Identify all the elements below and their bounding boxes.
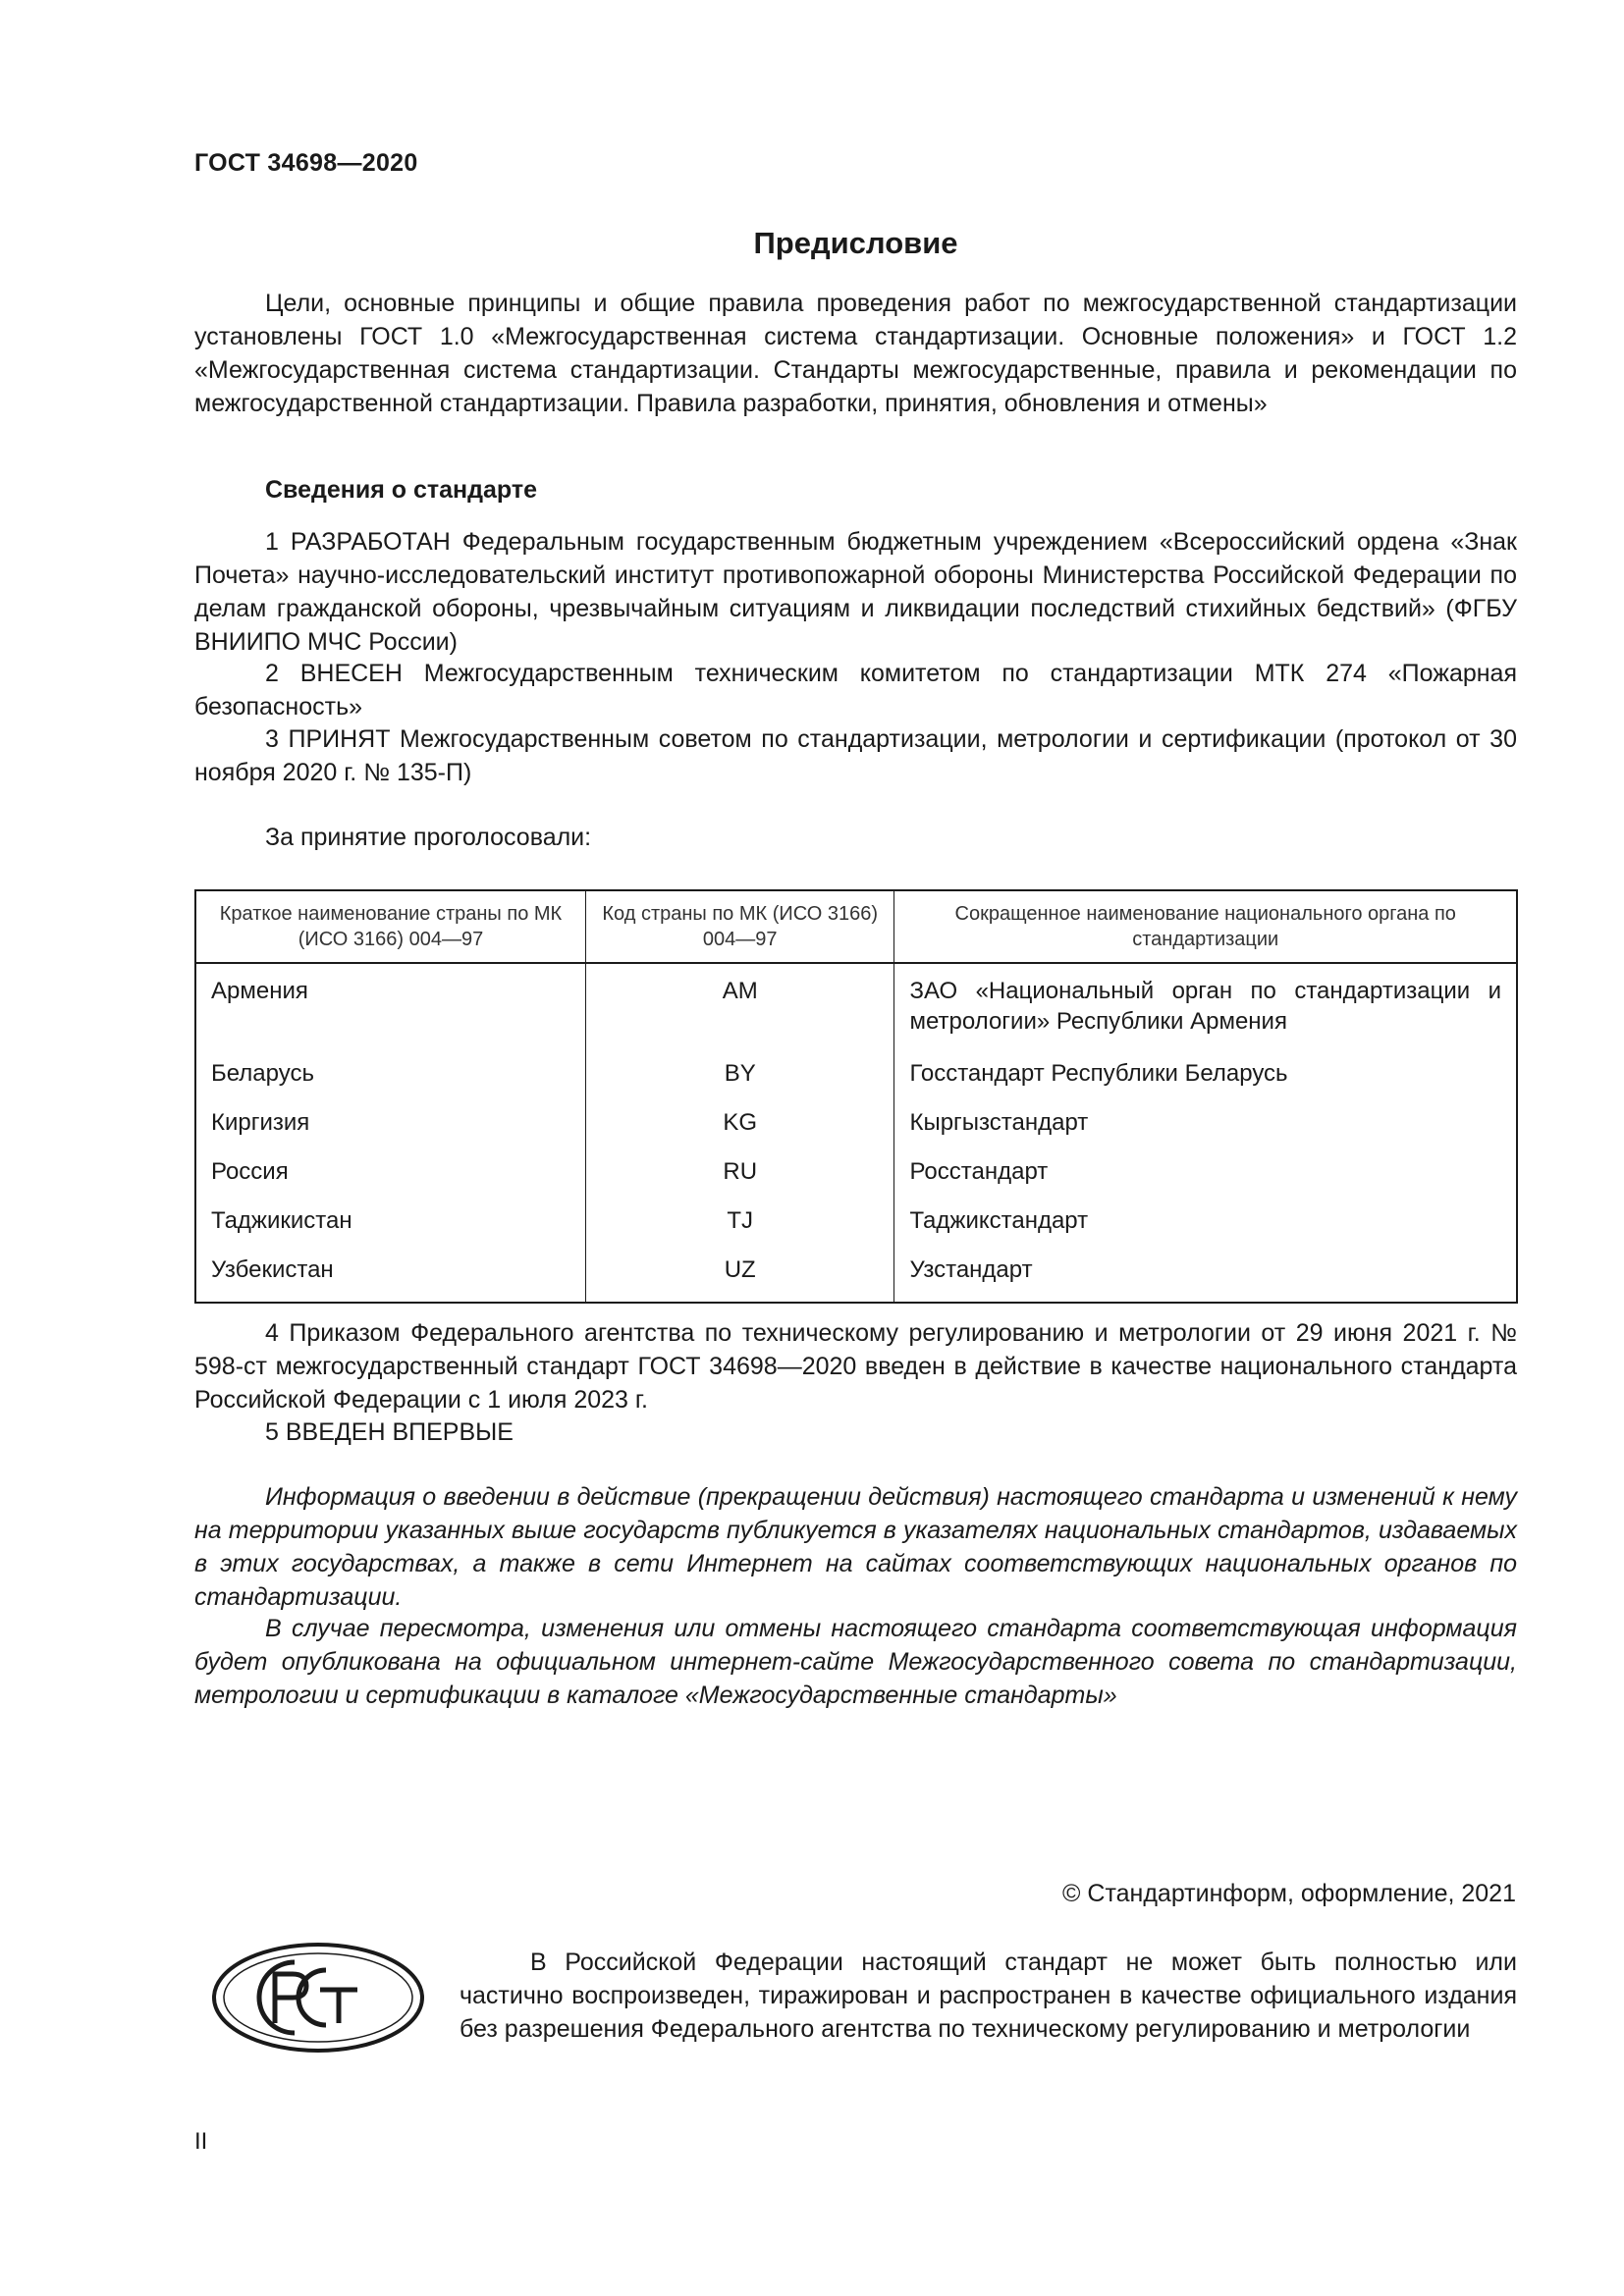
country-code-cell: AM	[585, 963, 893, 1049]
table-row	[195, 1246, 1517, 1303]
table-row	[195, 963, 1517, 1049]
standard-info-item-2: 2 ВНЕСЕН Межгосударственным техническим комитетом по стандартизации МТК 274 «Пожарная безопасность»	[194, 660, 1517, 721]
country-code-cell: RU	[585, 1148, 893, 1197]
voted-label: За принятие проголосовали:	[265, 824, 592, 851]
voting-countries-table	[194, 889, 1518, 1304]
standard-info-item-3: 3 ПРИНЯТ Межгосударственным советом по стандартизации, метрологии и сертификации (протокол от 30 ноября 2020 г. № 135-П)	[194, 725, 1517, 786]
national-body-cell: Узстандарт	[894, 1246, 1517, 1303]
header-country-code: Код страны по МК (ИСО 3166) 004—97	[585, 890, 893, 963]
table-header-row	[195, 890, 1517, 963]
foreword-intro: Цели, основные принципы и общие правила проведения работ по межгосударственной стандартизации установлены ГОСТ 1.0 «Межгосударственная система стандартизации. Основные положения» и ГОСТ 1.2 «Межгосударственная система стандартизации. Стандарты межгосударственные, правила и рекомендации по межгосударственной стандартизации. Правила разработки, принятия, обновления и отмены»	[194, 290, 1517, 417]
country-name-cell: Беларусь	[195, 1049, 585, 1098]
standard-info-item-1: 1 РАЗРАБОТАН Федеральным государственным бюджетным учреждением «Всероссийский ордена «Знак Почета» научно-исследовательский институт противопожарной обороны Министерства Российской Федерации по делам гражданской обороны, чрезвычайным ситуациям и ликвидации последствий стихийных бедствий» (ФГБУ ВНИИПО МЧС России)	[194, 528, 1517, 656]
country-code-cell: TJ	[585, 1197, 893, 1246]
copyright-line: © Стандартинформ, оформление, 2021	[1062, 1880, 1516, 1907]
header-country-name: Краткое наименование страны по МК (ИСО 3166) 004—97	[195, 890, 585, 963]
country-name-cell: Киргизия	[195, 1098, 585, 1148]
foreword-title: Предисловие	[753, 226, 958, 260]
country-code-cell: BY	[585, 1049, 893, 1098]
national-body-cell: ЗАО «Национальный орган по стандартизации и метрологии» Республики Армения	[894, 963, 1517, 1049]
country-code-cell: UZ	[585, 1246, 893, 1303]
table-row	[195, 1049, 1517, 1098]
rst-certification-mark-icon	[210, 1941, 426, 2055]
table-row	[195, 1098, 1517, 1148]
rights-notice: В Российской Федерации настоящий стандарт не может быть полностью или частично воспроизведен, тиражирован и распространен в качестве официального издания без разрешения Федерального агентства по техническому регулированию и метрологии	[460, 1949, 1517, 2043]
country-name-cell: Узбекистан	[195, 1246, 585, 1303]
table-row	[195, 1197, 1517, 1246]
page-number: II	[194, 2128, 208, 2155]
table-row	[195, 1148, 1517, 1197]
standard-info-item-4: 4 Приказом Федерального агентства по техническому регулированию и метрологии от 29 июня 2021 г. № 598-ст межгосударственный стандарт ГОСТ 34698—2020 введен в действие в качестве национального стандарта Российской Федерации с 1 июля 2023 г.	[194, 1319, 1517, 1414]
standard-info-item-5: 5 ВВЕДЕН ВПЕРВЫЕ	[265, 1418, 514, 1446]
country-code-cell: KG	[585, 1098, 893, 1148]
national-body-cell: Кыргызстандарт	[894, 1098, 1517, 1148]
country-name-cell: Таджикистан	[195, 1197, 585, 1246]
publication-info-notice: Информация о введении в действие (прекращении действия) настоящего стандарта и изменений к нему на территории указанных выше государств публикуется в указателях национальных стандартов, издаваемых в этих государствах, а также в сети Интернет на сайтах соответствующих национальных органов по стандартизации.	[194, 1483, 1517, 1611]
country-name-cell: Россия	[195, 1148, 585, 1197]
country-name-cell: Армения	[195, 963, 585, 1049]
header-national-body: Сокращенное наименование национального органа по стандартизации	[894, 890, 1517, 963]
standard-info-heading: Сведения о стандарте	[265, 476, 538, 504]
national-body-cell: Таджикстандарт	[894, 1197, 1517, 1246]
national-body-cell: Госстандарт Республики Беларусь	[894, 1049, 1517, 1098]
revision-info-notice: В случае пересмотра, изменения или отмены настоящего стандарта соответствующая информация будет опубликована на официальном интернет-сайте Межгосударственного совета по стандартизации, метрологии и сертификации в каталоге «Межгосударственные стандарты»	[194, 1615, 1517, 1709]
document-code: ГОСТ 34698—2020	[194, 149, 418, 177]
national-body-cell: Росстандарт	[894, 1148, 1517, 1197]
